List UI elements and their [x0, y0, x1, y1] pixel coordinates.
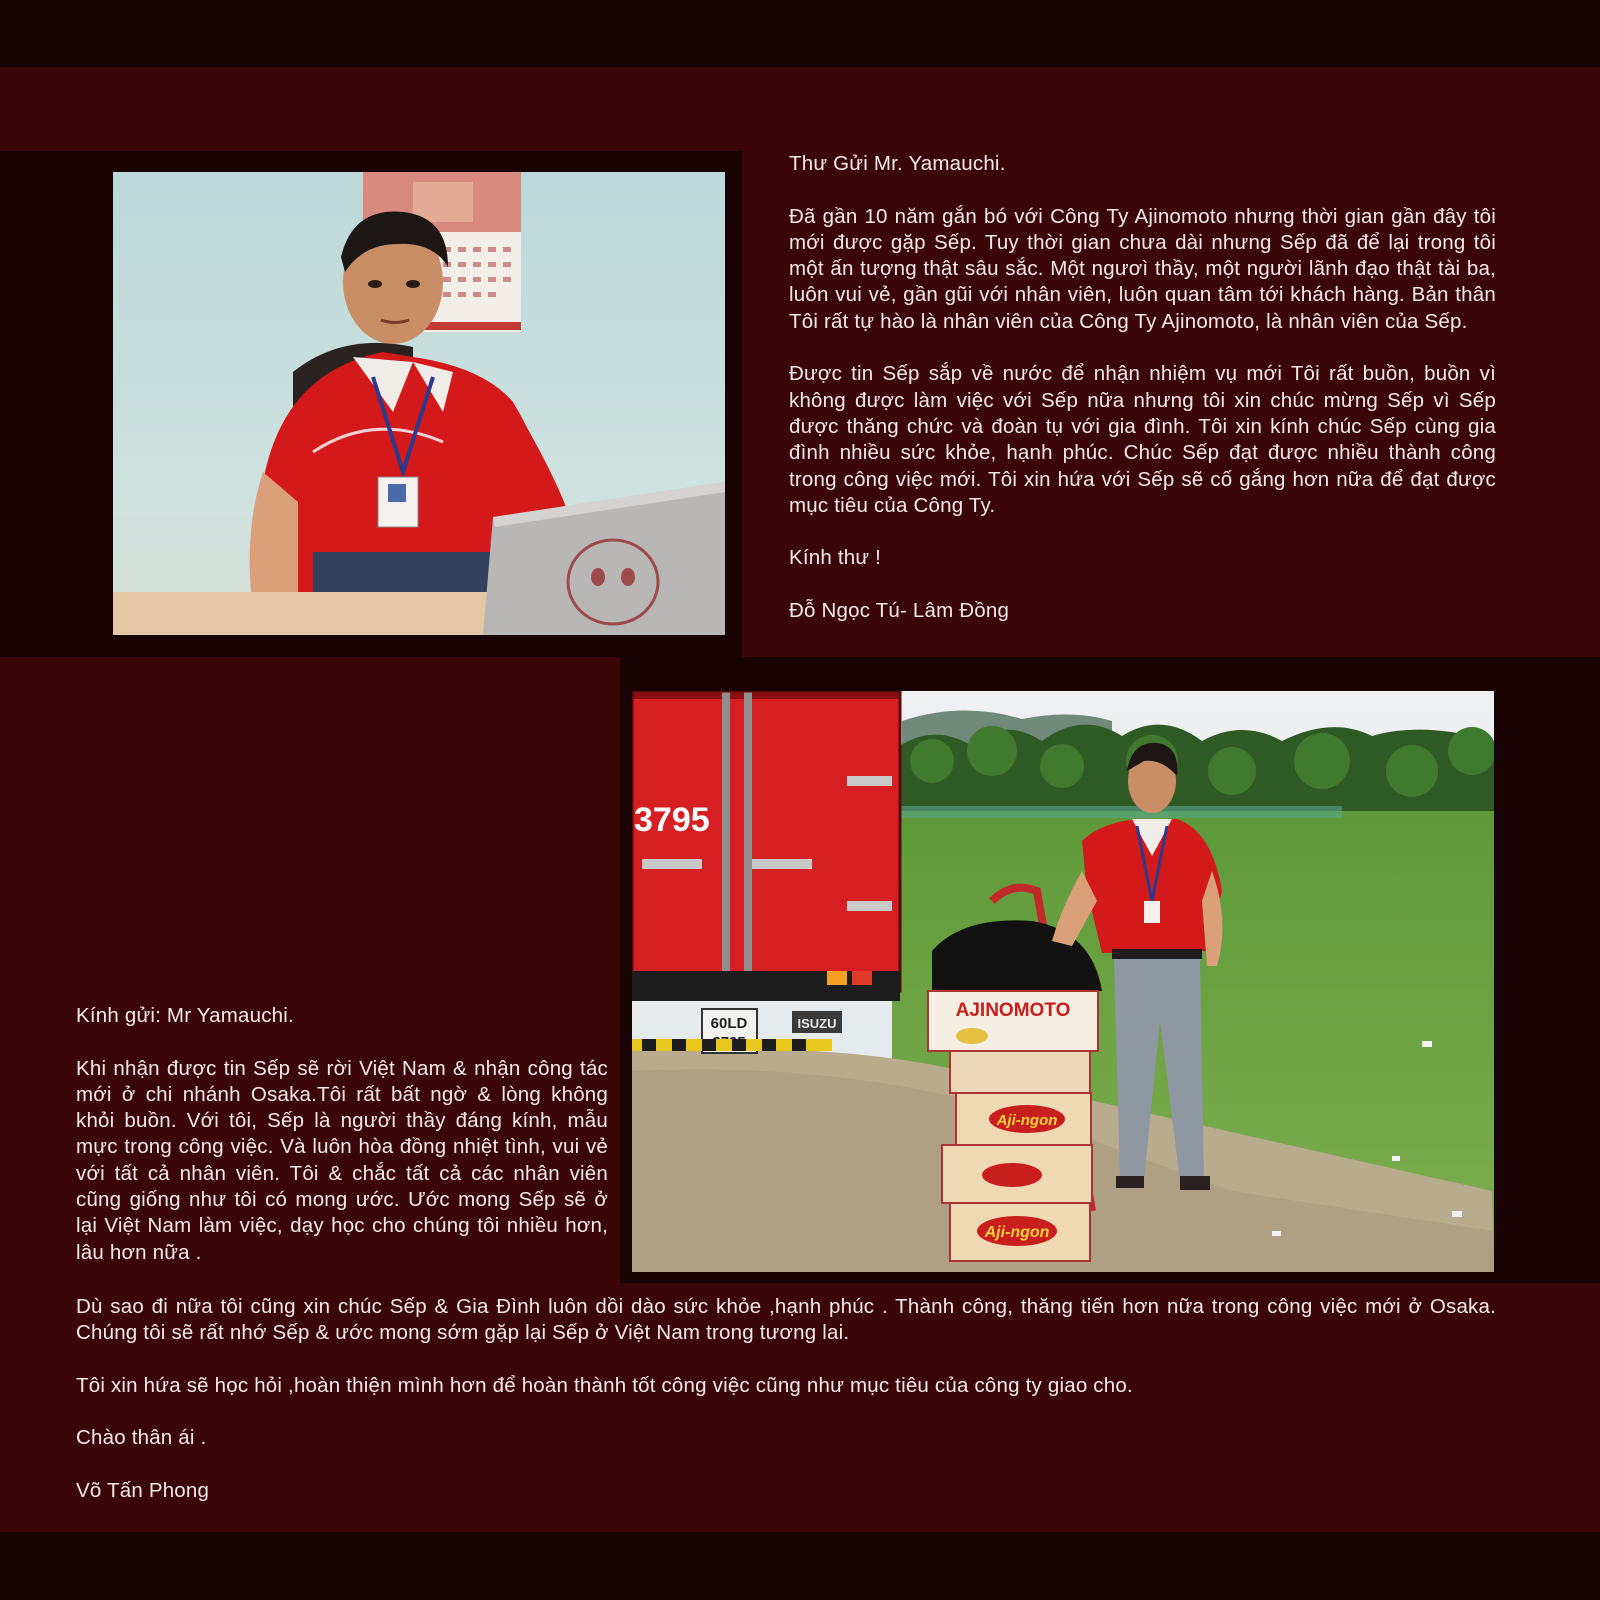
portrait-photo-illustration — [113, 172, 725, 635]
letter2-paragraph-3: Tôi xin hứa sẽ học hỏi ,hoàn thiện mình hơn để hoàn thành tốt công việc cũng như mục tiêu của công ty giao cho. — [76, 1373, 1133, 1397]
letter2-signature: Võ Tấn Phong — [76, 1479, 210, 1503]
letter2-paragraph-2: Dù sao đi nữa tôi cũng xin chúc Sếp & Gia Đình luôn dồi dào sức khỏe ,hạnh phúc . Thành công, thăng tiến hơn nữa trong công việc mới ở Osaka. Chúng tôi sẽ rất nhớ Sếp & ước mong sớm gặp lại Sếp ở Việt Nam trong tương lai. — [76, 1295, 1496, 1345]
top-border-band — [0, 0, 1600, 67]
box-brand-ajingon-2: Aji-ngon — [984, 1224, 1050, 1241]
letter1-signature: Đỗ Ngọc Tú- Lâm Đồng — [789, 599, 1010, 623]
plate-top: 60LD — [710, 1015, 748, 1032]
letter1-paragraph-1: Đã gần 10 năm gắn bó với Công Ty Ajinomoto nhưng thời gian gần đây tôi mới được gặp Sếp. Tuy thời gian chưa dài nhưng Sếp đã để lại trong tôi một ấn tượng thật sâu sắc. Một ngươì thầy, một người lãnh đạo thật tài ba, luôn vui vẻ, gần gũi với nhân viên, luôn quan tâm tới khách hàng. Bản thân Tôi rất tự hào là nhân viên của Công Ty Ajinomoto, là nhân viên của Sếp. — [789, 204, 1496, 333]
box-brand-ajinomoto: AJINOMOTO — [955, 1000, 1071, 1021]
truck-photo-illustration — [632, 691, 1494, 1272]
letter2-paragraph-1: Khi nhận được tin Sếp sẽ rời Việt Nam & nhận công tác mới ở chi nhánh Osaka.Tôi rất bất ngờ & lòng không khỏi buồn. Với tôi, Sếp là người thầy đáng kính, mẫu mực trong công việc. Và luôn hòa đồng nhiệt tình, vui vẻ với tất cả nhân viên. Tôi & chắc tất cả các nhân viên cũng giống như tôi có mong ước. Ước mong Sếp sẽ ở lại Việt Nam làm việc, dạy học cho chúng tôi nhiều hơn, lâu hơn nữa . — [76, 1056, 608, 1264]
box-brand-ajingon-1: Aji-ngon — [996, 1112, 1058, 1129]
truck-brand: ISUZU — [797, 1016, 837, 1031]
truck-number-label: 3795 — [634, 801, 710, 839]
letter2-closing: Chào thân ái . — [76, 1426, 207, 1450]
portrait-photo-office — [113, 172, 725, 635]
bottom-border-band — [0, 1532, 1600, 1600]
letter1-closing: Kính thư ! — [789, 546, 882, 570]
truck-delivery-photo — [632, 691, 1494, 1272]
letter1-paragraph-2: Được tin Sếp sắp về nước để nhận nhiệm vụ mới Tôi rất buồn, buồn vì không được làm việc với Sếp nữa nhưng tôi xin chúc mừng Sếp vì Sếp được thăng chức và đoàn tụ với gia đình. Tôi xin kính chúc Sếp cùng gia đình nhiều sức khỏe, hạnh phúc. Chúc Sếp đạt được nhiều thành công trong công việc mới. Tôi xin hứa với Sếp sẽ cố gắng hơn nữa để đạt được mục tiêu của Công Ty. — [789, 362, 1496, 517]
letter1-salutation: Thư Gửi Mr. Yamauchi. — [789, 152, 1006, 175]
letter-vo-tan-phong-intro — [76, 1003, 608, 1266]
letter-vo-tan-phong-body — [76, 1294, 1496, 1504]
letter-do-ngoc-tu — [789, 151, 1496, 624]
letter2-salutation: Kính gửi: Mr Yamauchi. — [76, 1004, 294, 1027]
